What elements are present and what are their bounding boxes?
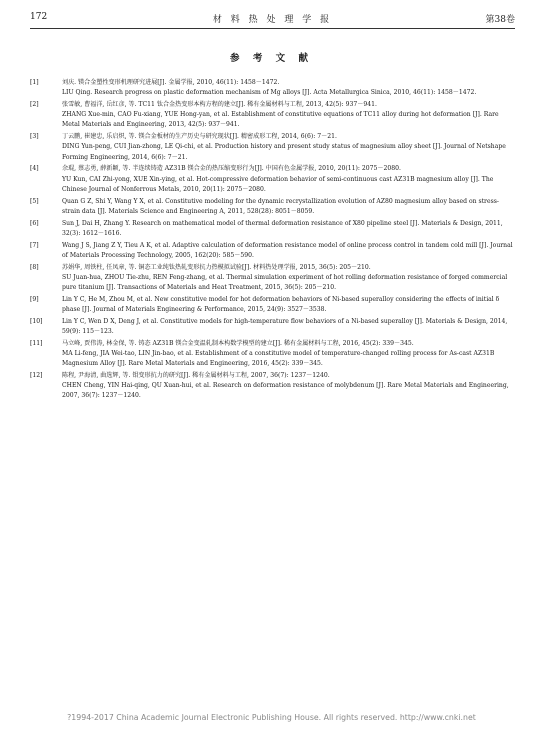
reference-text: Lin Y C, Wen D X, Deng J, et al. Constitutive models for high-temperature flow behaviors of a Ni-based superalloy [J]. Materials & Design, 2014, 59(9): 115－123. <box>62 317 508 336</box>
reference-list <box>30 78 513 403</box>
reference-number: [2] <box>30 101 39 108</box>
copyright-footer: ?1994-2017 China Academic Journal Electronic Publishing House. All rights reserved. http://www.cnki.net <box>67 713 476 722</box>
reference-body <box>62 339 513 370</box>
reference-body <box>62 219 513 239</box>
reference-body <box>62 317 513 337</box>
reference-body <box>62 100 513 131</box>
page-number: 172 <box>30 12 48 22</box>
reference-body <box>62 295 513 315</box>
reference-text: MA Li-feng, JIA Wei-tao, LIN Jin-bao, et al. Establishment of a constitutive model of temperature-changed rolling process for As-cast AZ31B Magnesium Alloy [J]. Rare Metal Materials and Engineering, 2016, 45(2): 339－345. <box>62 350 495 368</box>
reference-number: [11] <box>30 339 43 347</box>
reference-text: LIU Qing. Research progress on plastic deformation mechanism of Mg alloys [J]. Acta Metallurgica Sinica, 2010, 46(11): 1458－1472. <box>62 89 477 97</box>
reference-item <box>30 339 513 370</box>
reference-number: [9] <box>30 295 39 303</box>
reference-text: 苏娟华, 周铁柱, 任凤章, 等. 铜态工业纯钛热轧变形抗力热模拟试验[J]. 材料热处理学报, 2015, 36(5): 205－210. <box>62 263 371 271</box>
reference-text: Lin Y C, He M, Zhou M, et al. New constitutive model for hot deformation behaviors of Ni-based superalloy considering the effects of initial δ phase [J]. Journal of Materials Engineering & Performance, 2015, 24(9): 3527－3538. <box>62 295 500 314</box>
reference-item <box>30 295 513 315</box>
reference-text: Sun J, Dai H, Zhang Y. Research on mathematical model of thermal deformation resistance of X80 pipeline steel [J]. Materials & Design, 2011, 32(3): 1612－1616. <box>62 219 503 237</box>
reference-number: [3] <box>30 133 39 141</box>
references-heading: 参 考 文 献 <box>230 53 313 64</box>
reference-text: CHEN Cheng, YIN Hai-qing, QU Xuan-hui, et al. Research on deformation resistance of molybdenum [J]. Rare Metal Materials and Engineering, 2007, 36(7): 1237－1240. <box>62 382 509 400</box>
reference-item <box>30 100 513 131</box>
running-header <box>30 12 515 29</box>
reference-item <box>30 164 513 195</box>
reference-item <box>30 78 513 98</box>
reference-body <box>62 164 513 195</box>
reference-text: 陈程, 尹海清, 曲选辉, 等. 钼变形抗力的研究[J]. 稀有金属材料与工程, 2007, 36(7): 1237－1240. <box>62 372 330 380</box>
reference-text: 丁云鹏, 崔建忠, 乐启炽, 等. 镁合金板材的生产历史与研究现状[J]. 精密成形工程, 2014, 6(6): 7－21. <box>62 133 337 141</box>
reference-number: [8] <box>30 263 39 271</box>
reference-text: 马立峰, 贾伟涛, 林金保, 等. 铸态 AZ31B 镁合金变温轧制本构数学模型的建立[J]. 稀有金属材料与工程, 2016, 45(2): 339－345. <box>62 339 414 347</box>
reference-item <box>30 132 513 163</box>
reference-number: [10] <box>30 317 43 325</box>
reference-number: [1] <box>30 79 39 86</box>
reference-number: [12] <box>30 372 43 380</box>
reference-text: Quan G Z, Shi Y, Wang Y X, et al. Constitutive modeling for the dynamic recrystallization evolution of AZ80 magnesium alloy based on stress-strain data [J]. Materials Science and Engineering A, 2011, 528(28): 8051－8059. <box>62 197 499 215</box>
reference-text: Wang J S, Jiang Z Y, Tieu A K, et al. Adaptive calculation of deformation resistance model of online process control in tandem cold mill [J]. Journal of Materials Processing Technology, 2005, 162(20): 585－590. <box>62 241 513 259</box>
reference-text: SU Juan-hua, ZHOU Tie-zhu, REN Feng-zhang, et al. Thermal simulation experiment of hot rolling deformation resistance of forged commercial pure titanium [J]. Transactions of Materials and Heat Treatment, 2015, 36(5): 205－210. <box>62 273 508 292</box>
reference-item <box>30 317 513 337</box>
journal-title: 材 料 热 处 理 学 报 <box>212 15 333 25</box>
reference-text: 余琨, 蔡志勇, 薛新颖, 等. 半连续铸造 AZ31B 镁合金的热压缩变形行为[J]. 中国有色金属学报, 2010, 20(11): 2075－2080. <box>62 165 401 173</box>
reference-item <box>30 263 513 294</box>
reference-number: [5] <box>30 197 39 205</box>
reference-text: DING Yun-peng, CUI Jian-zhong, LE Qi-chi, et al. Production history and present study status of magnesium alloy sheet [J]. Journal of Netshape Forming Engineering, 2014, 6(6): 7－21. <box>62 143 506 161</box>
reference-number: [7] <box>30 241 39 249</box>
reference-text: ZHANG Xue-min, CAO Fu-xiang, YUE Hong-yan, et al. Establishment of constitutive equations of TC11 alloy during hot deformation [J]. Rare Metal Materials and Engineering, 2013, 42(5): 937－941. <box>62 111 499 129</box>
reference-number: [6] <box>30 219 39 227</box>
reference-body <box>62 197 513 217</box>
reference-text: 刘庆. 镁合金塑性变形机理研究进展[J]. 金属学报, 2010, 46(11): 1458－1472. <box>62 79 280 86</box>
reference-text: 张雪敏, 曹福洋, 岳红彦, 等. TC11 钛合金热变形本构方程的建立[J]. 稀有金属材料与工程, 2013, 42(5): 937－941. <box>62 101 377 108</box>
reference-body <box>62 263 513 294</box>
reference-number: [4] <box>30 165 39 173</box>
reference-item <box>30 197 513 217</box>
reference-body <box>62 132 513 163</box>
reference-body <box>62 241 513 261</box>
reference-item <box>30 371 513 402</box>
reference-item <box>30 219 513 239</box>
reference-body <box>62 78 513 98</box>
reference-body <box>62 371 513 402</box>
volume-label: 第38卷 <box>485 15 515 25</box>
reference-text: YU Kun, CAI Zhi-yong, XUE Xin-ying, et al. Hot-compressive deformation behavior of semi-continuous cast AZ31B magnesium alloy [J]. The Chinese Journal of Nonferrous Metals, 2010, 20(11): 2075－2080. <box>62 175 494 193</box>
reference-item <box>30 241 513 261</box>
